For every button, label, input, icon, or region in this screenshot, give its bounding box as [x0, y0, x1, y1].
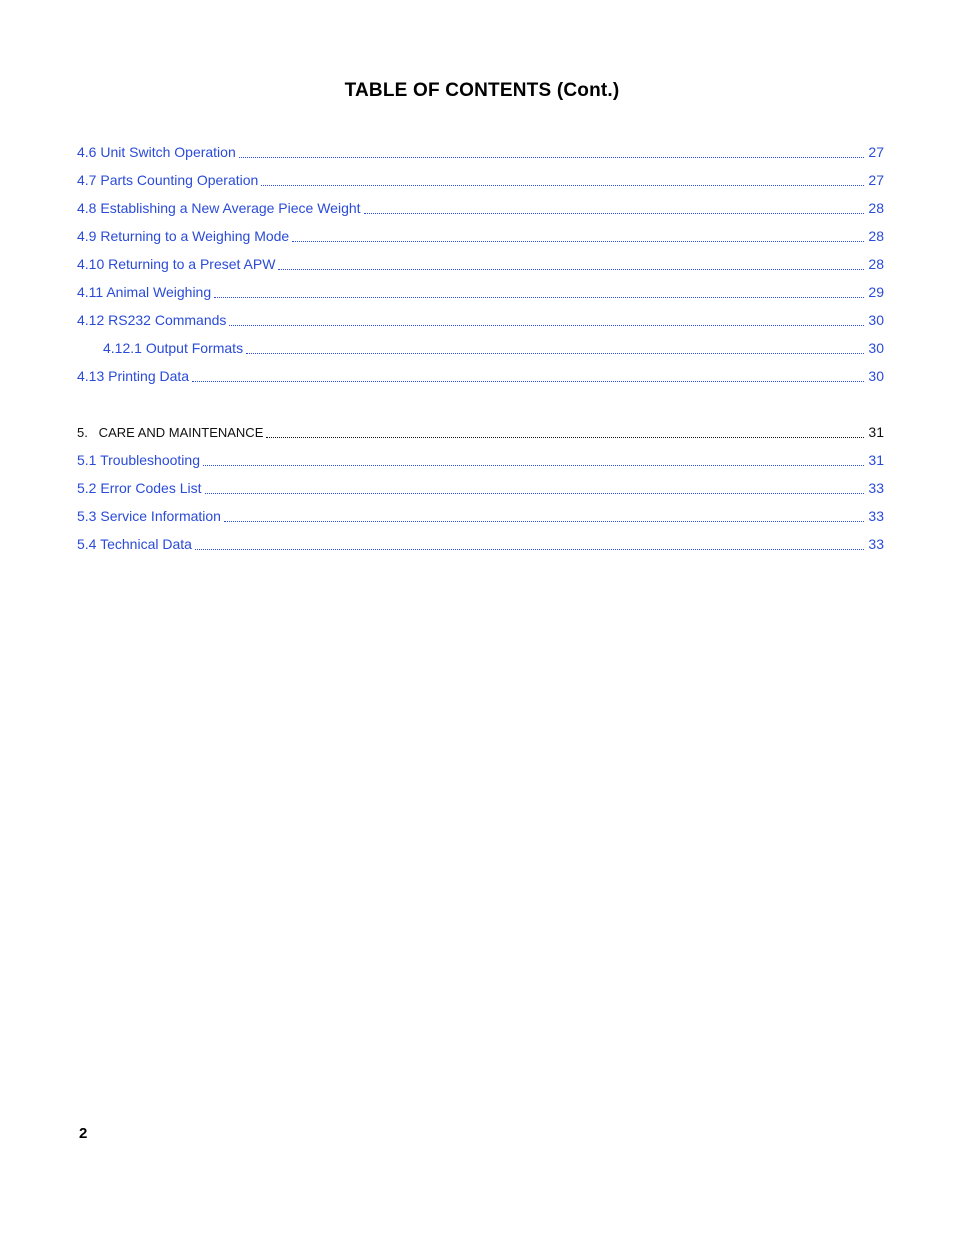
toc-entry-4-12-1[interactable] — [77, 334, 884, 362]
toc-entry-page: 33 — [868, 536, 884, 552]
toc-entry-4-12[interactable] — [77, 306, 884, 334]
dot-leader — [246, 334, 864, 362]
toc-entry-page: 28 — [868, 228, 884, 244]
toc-entry-5-1[interactable] — [77, 446, 884, 474]
toc-entry-page: 30 — [868, 312, 884, 328]
toc-chapter-5 — [77, 418, 884, 446]
toc-entry-label: 4.11 Animal Weighing — [77, 284, 212, 300]
toc-entry-page: 31 — [868, 452, 884, 468]
toc-entry-5-4[interactable] — [77, 530, 884, 558]
toc-entry-label: 4.9 Returning to a Weighing Mode — [77, 228, 290, 244]
toc-entry-page: 29 — [868, 284, 884, 300]
dot-leader — [224, 502, 864, 530]
toc-entry-page: 27 — [868, 144, 884, 160]
toc-entry-label: 4.8 Establishing a New Average Piece Weight — [77, 200, 361, 216]
toc-entry-page: 30 — [868, 368, 884, 384]
dot-leader — [229, 306, 864, 334]
toc-entry-4-11[interactable] — [77, 278, 884, 306]
dot-leader — [261, 166, 864, 194]
toc-entry-4-8[interactable] — [77, 194, 884, 222]
toc-entry-label: 5.3 Service Information — [77, 508, 221, 524]
toc-entry-label: 4.7 Parts Counting Operation — [77, 172, 259, 188]
dot-leader — [239, 138, 865, 166]
toc-entry-page: 31 — [868, 424, 884, 440]
toc-entry-5-3[interactable] — [77, 502, 884, 530]
dot-leader — [214, 278, 864, 306]
toc-entry-label: 4.12 RS232 Commands — [77, 312, 227, 328]
toc-entry-label: 4.13 Printing Data — [77, 368, 190, 384]
toc-entry-label: 5.2 Error Codes List — [77, 480, 202, 496]
toc-entry-label: 5.1 Troubleshooting — [77, 452, 200, 468]
toc-chapter-label: 5. CARE AND MAINTENANCE — [77, 424, 264, 440]
page-number: 2 — [79, 1125, 88, 1142]
toc-entry-page: 33 — [868, 508, 884, 524]
toc-entry-4-13[interactable] — [77, 362, 884, 390]
toc-entry-4-10[interactable] — [77, 250, 884, 278]
toc-entry-page: 28 — [868, 256, 884, 272]
dot-leader — [192, 362, 864, 390]
toc-entry-page: 33 — [868, 480, 884, 496]
toc-entry-5-2[interactable] — [77, 474, 884, 502]
toc-entry-4-9[interactable] — [77, 222, 884, 250]
table-of-contents — [77, 138, 884, 558]
toc-entry-page: 28 — [868, 200, 884, 216]
toc-entry-label: 5.4 Technical Data — [77, 536, 192, 552]
toc-entry-4-7[interactable] — [77, 166, 884, 194]
dot-leader — [195, 530, 864, 558]
toc-entry-4-6[interactable] — [77, 138, 884, 166]
toc-entry-label: 4.10 Returning to a Preset APW — [77, 256, 276, 272]
dot-leader — [278, 250, 864, 278]
toc-entry-page: 30 — [868, 340, 884, 356]
dot-leader — [364, 194, 865, 222]
dot-leader — [292, 222, 864, 250]
dot-leader — [205, 474, 865, 502]
toc-entry-label: 4.6 Unit Switch Operation — [77, 144, 236, 160]
dot-leader — [203, 446, 864, 474]
dot-leader — [266, 418, 864, 446]
toc-entry-page: 27 — [868, 172, 884, 188]
toc-entry-label: 4.12.1 Output Formats — [103, 340, 244, 356]
page-title: TABLE OF CONTENTS (Cont.) — [344, 80, 620, 101]
